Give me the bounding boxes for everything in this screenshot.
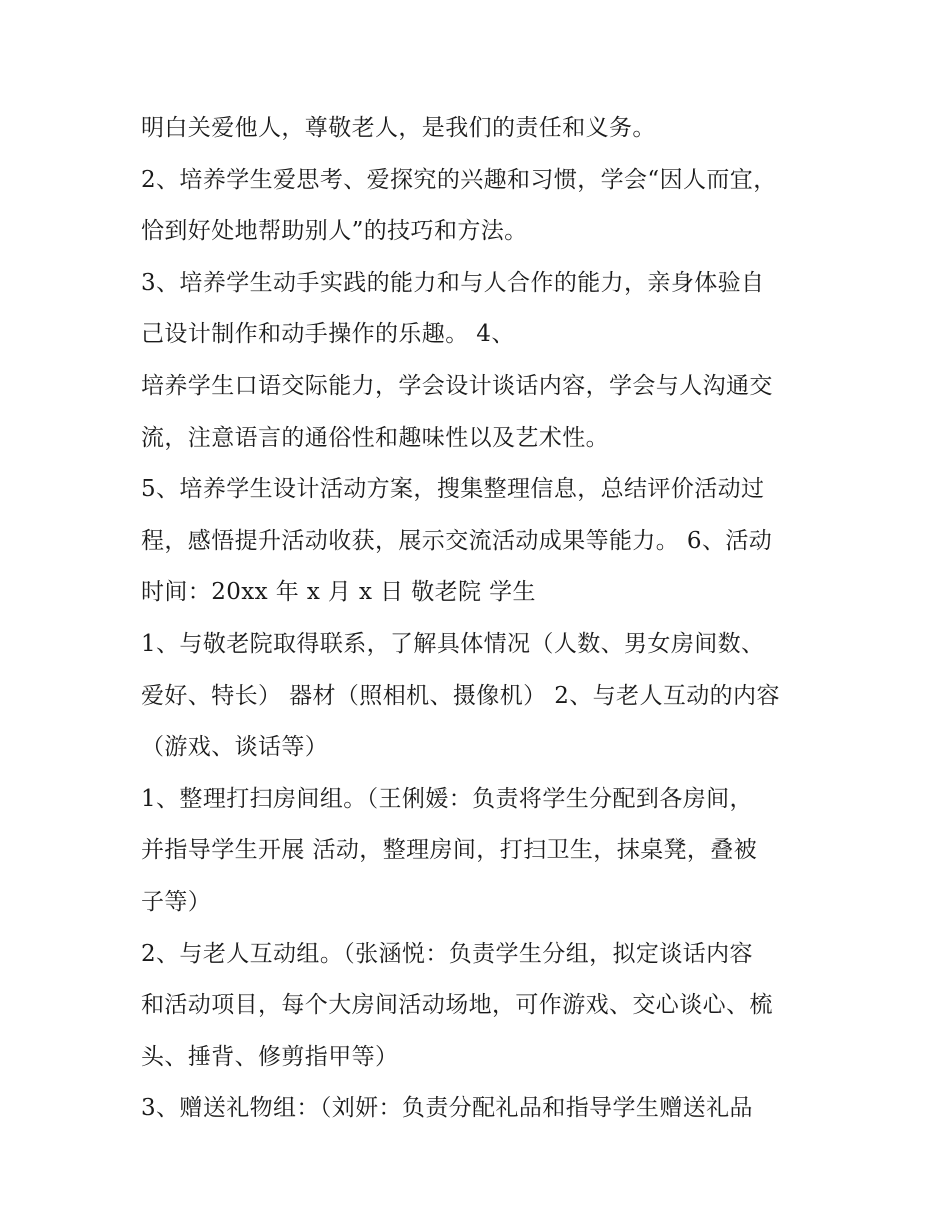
document-body xyxy=(141,103,831,1135)
text-line: 明白关爱他人，尊敬老人，是我们的责任和义务。 xyxy=(141,115,656,141)
text-line: 3、培养学生动手实践的能力和与人合作的能力，亲身体验自 xyxy=(141,269,765,296)
text-line: 恰到好处地帮助别人”的技巧和方法。 xyxy=(141,218,528,245)
text-line: 1、与敬老院取得联系，了解具体情况（人数、男女房间数、 xyxy=(141,630,765,657)
text-line: 己设计制作和动手操作的乐趣。 4、 xyxy=(141,321,515,348)
text-line: 并指导学生开展 活动，整理房间，打扫卫生，抹桌凳，叠被 xyxy=(141,837,758,864)
text-line: 2、培养学生爱思考、爱探究的兴趣和习惯，学会“因人而宜， xyxy=(141,166,777,193)
text-line: 时间：20xx 年 x 月 x 日 敬老院 学生 xyxy=(141,579,536,606)
text-line: 5、培养学生设计活动方案，搜集整理信息，总结评价活动过 xyxy=(141,476,765,503)
text-line: 2、与老人互动组。（张涵悦：负责学生分组，拟定谈话内容 xyxy=(141,940,753,967)
text-line: 程，感悟提升活动收获，展示交流活动成果等能力。 6、活动 xyxy=(141,527,773,554)
text-line: 流，注意语言的通俗性和趣味性以及艺术性。 xyxy=(141,424,609,451)
text-line: 3、赠送礼物组：（刘妍：负责分配礼品和指导学生赠送礼品 xyxy=(141,1095,753,1122)
text-line: 1、整理打扫房间组。（王俐媛：负责将学生分配到各房间， xyxy=(141,785,753,812)
text-line: 和活动项目，每个大房间活动场地，可作游戏、交心谈心、梳 xyxy=(141,992,773,1019)
text-line: 培养学生口语交际能力，学会设计谈话内容，学会与人沟通交 xyxy=(141,372,773,399)
text-line: 头、捶背、修剪指甲等） xyxy=(141,1043,399,1070)
text-line: 子等） xyxy=(141,888,212,915)
text-line: 爱好、特长） 器材（照相机、摄像机） 2、与老人互动的内容 xyxy=(141,682,780,709)
text-line: （游戏、谈话等） xyxy=(141,734,329,761)
